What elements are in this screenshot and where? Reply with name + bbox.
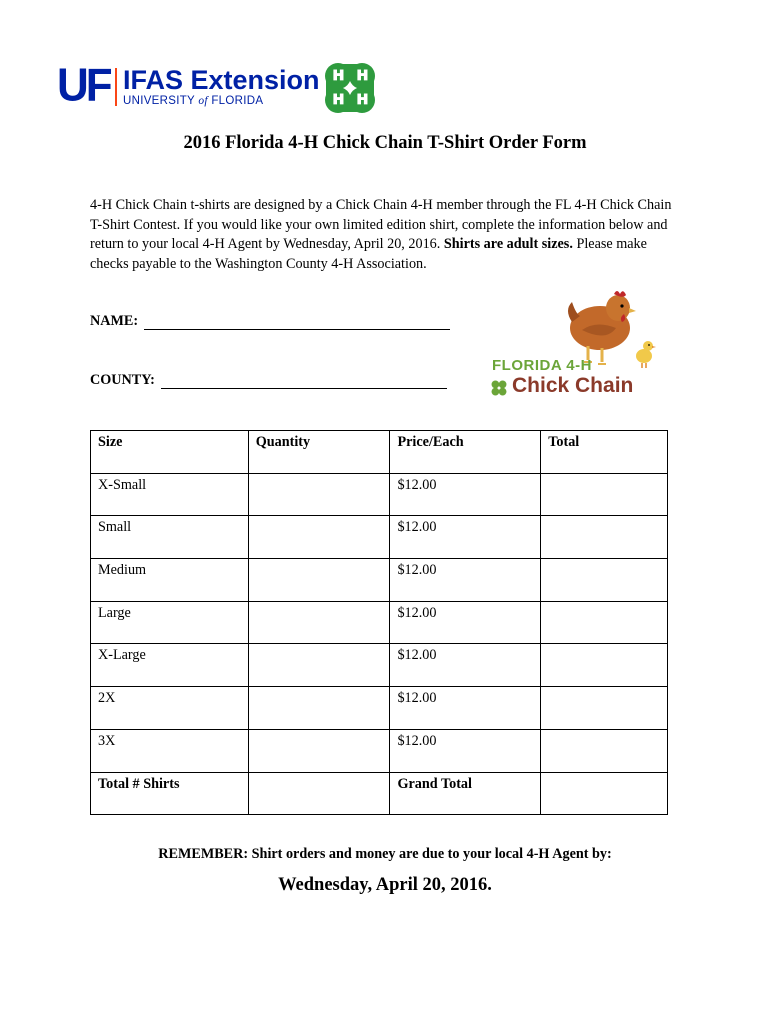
size-cell: 2X	[91, 687, 249, 730]
chick-chain-logo-line1: FLORIDA 4-H	[492, 357, 592, 374]
price-cell: $12.00	[390, 601, 541, 644]
quantity-cell[interactable]	[248, 473, 390, 516]
page-title: 2016 Florida 4-H Chick Chain T-Shirt Order Form	[183, 133, 587, 153]
intro-paragraph: 4-H Chick Chain t-shirts are designed by a Chick Chain 4-H member through the FL 4-H Chick Chain T-Shirt Contest. If you would like your own limited edition shirt, complete the information below and return to your local 4-H Agent by Wednesday, April 20, 2016. Shirts are adult sizes. Please make checks payable to the Washington County 4-H Association.	[90, 197, 672, 272]
quantity-cell[interactable]	[248, 644, 390, 687]
name-field[interactable]	[90, 313, 450, 330]
grand-total-cell[interactable]	[541, 772, 668, 815]
quantity-cell[interactable]	[248, 729, 390, 772]
size-cell: Medium	[91, 559, 249, 602]
col-header-quantity: Quantity	[248, 431, 390, 474]
chick-chain-logo	[488, 286, 660, 406]
remember-note: REMEMBER: Shirt orders and money are due to your local 4-H Agent by:	[158, 846, 612, 862]
table-row	[91, 729, 668, 772]
price-cell: $12.00	[390, 516, 541, 559]
uf-ifas-logo	[57, 59, 320, 112]
university-of-florida-text: UNIVERSITY of FLORIDA	[123, 95, 264, 107]
size-cell: X-Small	[91, 473, 249, 516]
mini-clover-icon	[490, 379, 508, 397]
table-row	[91, 644, 668, 687]
quantity-cell[interactable]	[248, 601, 390, 644]
logo-divider	[115, 68, 117, 106]
size-cell: X-Large	[91, 644, 249, 687]
table-row	[91, 473, 668, 516]
col-header-total: Total	[541, 431, 668, 474]
county-field[interactable]	[90, 372, 447, 389]
total-cell[interactable]	[541, 473, 668, 516]
table-row	[91, 687, 668, 730]
table-row	[91, 516, 668, 559]
county-input-line[interactable]	[161, 375, 447, 389]
total-cell[interactable]	[541, 687, 668, 730]
price-cell: $12.00	[390, 687, 541, 730]
name-label: NAME:	[90, 313, 139, 329]
quantity-cell[interactable]	[248, 516, 390, 559]
col-header-price: Price/Each	[390, 431, 541, 474]
price-cell: $12.00	[390, 644, 541, 687]
price-cell: $12.00	[390, 473, 541, 516]
table-footer-row	[91, 772, 668, 815]
grand-total-label: Grand Total	[390, 772, 541, 815]
price-cell: $12.00	[390, 559, 541, 602]
4-h-clover-icon	[318, 56, 382, 120]
size-cell: 3X	[91, 729, 249, 772]
table-row	[91, 559, 668, 602]
table-row	[91, 601, 668, 644]
size-cell: Small	[91, 516, 249, 559]
price-cell: $12.00	[390, 729, 541, 772]
due-date: Wednesday, April 20, 2016.	[278, 875, 492, 895]
size-cell: Large	[91, 601, 249, 644]
total-shirts-cell[interactable]	[248, 772, 390, 815]
table-header-row	[91, 431, 668, 474]
quantity-cell[interactable]	[248, 687, 390, 730]
total-cell[interactable]	[541, 601, 668, 644]
col-header-size: Size	[91, 431, 249, 474]
order-table	[90, 430, 668, 815]
total-cell[interactable]	[541, 644, 668, 687]
chick-chain-logo-line2: Chick Chain	[512, 374, 634, 397]
total-cell[interactable]	[541, 516, 668, 559]
uf-mark: UF	[57, 59, 110, 112]
name-input-line[interactable]	[144, 316, 450, 330]
county-label: COUNTY:	[90, 372, 155, 388]
ifas-extension-text: IFAS Extension	[123, 65, 320, 95]
total-cell[interactable]	[541, 559, 668, 602]
total-cell[interactable]	[541, 729, 668, 772]
quantity-cell[interactable]	[248, 559, 390, 602]
total-shirts-label: Total # Shirts	[91, 772, 249, 815]
